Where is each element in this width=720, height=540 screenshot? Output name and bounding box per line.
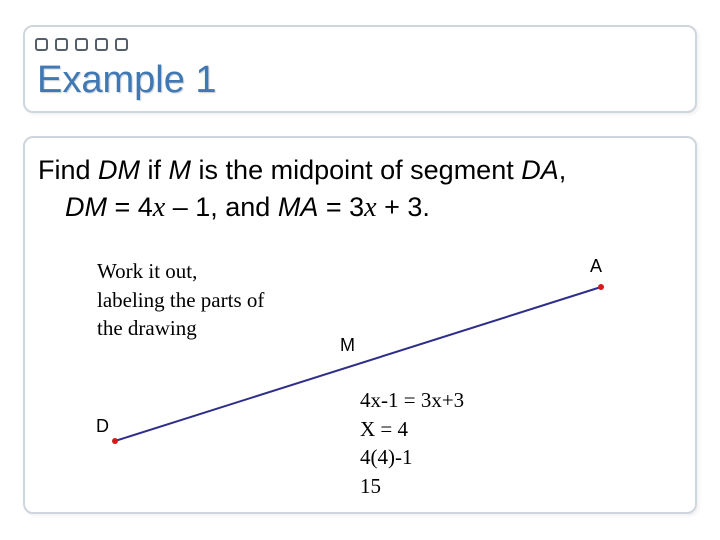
note-line: Work it out, [97,259,198,283]
problem-line-1: Find DM if M is the midpoint of segment DA, [38,155,567,185]
work-line: 15 [360,473,381,498]
work-line: 4(4)-1 [360,445,413,469]
point-a-label: A [590,256,603,276]
point-d-label: D [96,416,109,436]
worked-solution [360,386,464,500]
point-m-label: M [340,335,355,355]
point-d [112,438,118,444]
note-line: the drawing [97,316,197,340]
slide-title: Example 1 [37,59,217,101]
work-line: 4x-1 = 3x+3 [360,388,465,412]
problem-line-2: DM = 4x – 1, and MA = 3x + 3. [65,192,430,223]
work-line: X = 4 [360,416,409,441]
point-a [598,284,604,290]
segment-da [115,287,601,441]
note-line: labeling the parts of [97,287,265,312]
